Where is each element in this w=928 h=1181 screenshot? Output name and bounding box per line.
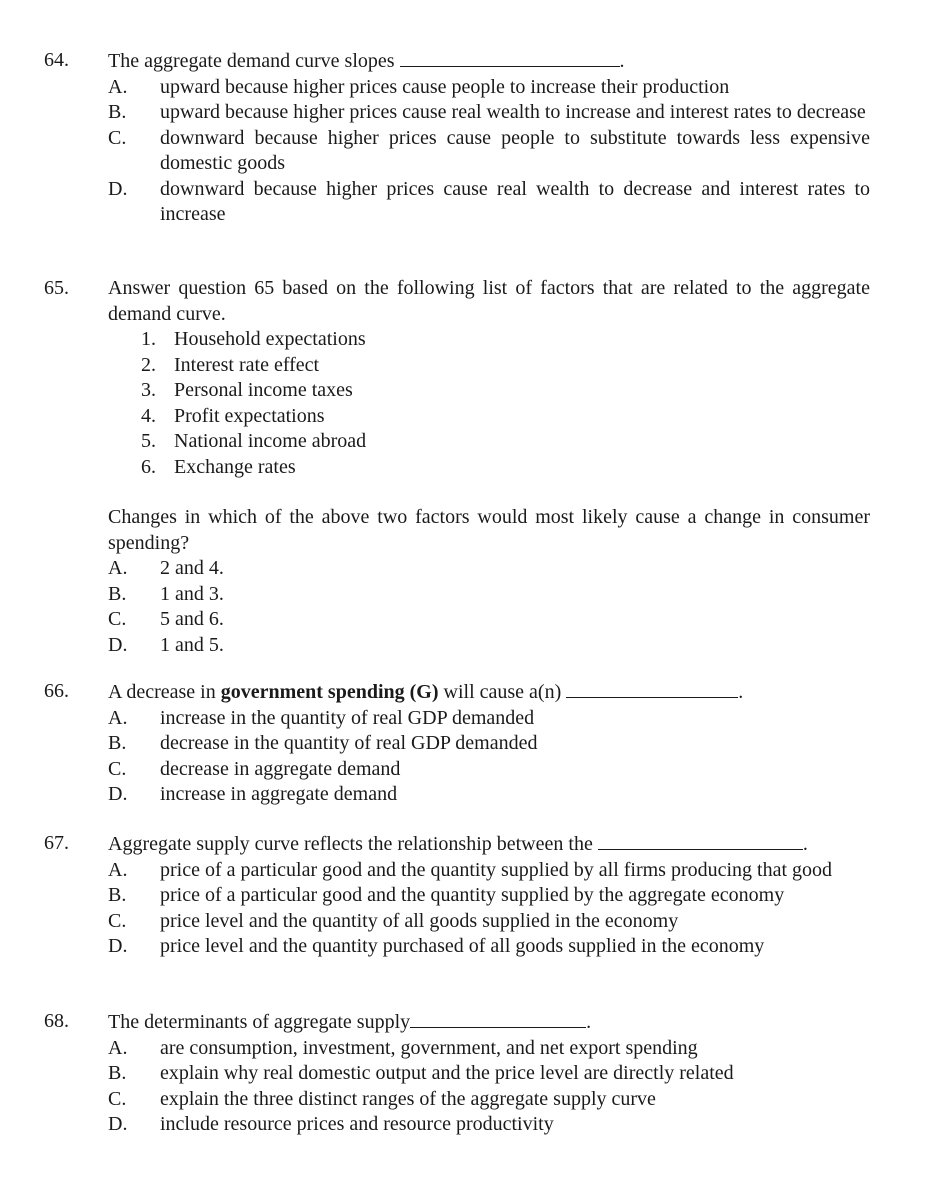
option-a [108, 75, 870, 101]
question-body [108, 276, 870, 658]
option-text: upward because higher prices cause people to increase their production [160, 75, 730, 98]
question-stem: Answer question 65 based on the following list of factors that are related to the aggregate demand curve. [108, 277, 870, 325]
option-b [108, 582, 870, 608]
stem-text: The determinants of aggregate supply [108, 1011, 411, 1033]
factor-number: 1. [141, 328, 156, 350]
option-letter: D. [108, 1113, 128, 1135]
option-letter: B. [108, 582, 127, 605]
stem-bold-text: government spending (G) [220, 681, 439, 703]
option-text: upward because higher prices cause real wealth to increase and interest rates to decrease [160, 101, 866, 123]
option-c [108, 909, 870, 935]
option-letter: C. [108, 909, 127, 932]
question-stem [108, 48, 870, 75]
factor-item [141, 378, 870, 404]
option-text: price level and the quantity of all goods supplied in the economy [160, 909, 679, 932]
question-body [108, 1009, 870, 1138]
factor-number: 2. [141, 353, 156, 376]
question-number: 64. [44, 49, 69, 71]
option-text: explain the three distinct ranges of the aggregate supply curve [160, 1087, 656, 1110]
option-text: price of a particular good and the quantity supplied by the aggregate economy [160, 884, 785, 906]
factor-item [141, 327, 870, 353]
option-letter: B. [108, 732, 127, 754]
option-letter: D. [108, 935, 128, 957]
option-text: 1 and 3. [160, 582, 224, 605]
option-a [108, 858, 870, 884]
option-letter: B. [108, 101, 127, 123]
option-text: increase in the quantity of real GDP demanded [160, 706, 535, 729]
option-text: explain why real domestic output and the price level are directly related [160, 1062, 734, 1084]
option-text: 5 and 6. [160, 608, 224, 630]
option-letter: C. [108, 608, 127, 630]
option-d [108, 934, 870, 960]
factor-item [141, 404, 870, 430]
option-d [108, 1112, 870, 1138]
factor-list [108, 327, 870, 480]
option-text: are consumption, investment, government, and net export spending [160, 1036, 698, 1059]
question-stem [108, 1009, 870, 1036]
option-a [108, 556, 870, 582]
option-c [108, 757, 870, 783]
spacer [108, 480, 870, 505]
option-text: 2 and 4. [160, 557, 224, 579]
option-text: downward because higher prices cause people to substitute towards less expensive domestic goods [160, 126, 870, 174]
factor-item [141, 429, 870, 455]
option-a [108, 706, 870, 732]
option-text: price of a particular good and the quantity supplied by all firms producing that good [160, 858, 833, 881]
option-letter: B. [108, 884, 127, 906]
option-c [108, 607, 870, 633]
option-text: decrease in aggregate demand [160, 757, 401, 780]
factor-number: 5. [141, 430, 156, 452]
option-a [108, 1036, 870, 1062]
answer-blank [598, 831, 803, 850]
question-body [108, 679, 870, 808]
answer-blank [410, 1009, 586, 1028]
question-stem [108, 679, 870, 706]
question-body [108, 48, 870, 228]
option-text: increase in aggregate demand [160, 783, 398, 805]
option-d [108, 782, 870, 808]
option-text: price level and the quantity purchased of all goods supplied in the economy [160, 935, 765, 957]
option-text: downward because higher prices cause real wealth to decrease and interest rates to increase [160, 177, 870, 225]
question-number: 67. [44, 832, 69, 854]
option-letter: D. [108, 633, 128, 656]
option-c [108, 1087, 870, 1113]
factor-text: National income abroad [174, 430, 367, 452]
option-letter: A. [108, 706, 128, 729]
question-number: 68. [44, 1010, 69, 1032]
factor-number: 4. [141, 404, 156, 427]
option-letter: A. [108, 858, 128, 881]
factor-text: Household expectations [174, 328, 366, 350]
factor-text: Profit expectations [174, 404, 325, 427]
option-d [108, 633, 870, 659]
option-letter: D. [108, 177, 128, 200]
factor-item [141, 455, 870, 481]
question-number: 65. [44, 277, 69, 299]
question-body [108, 831, 870, 960]
answer-blank [566, 679, 738, 698]
factor-number: 6. [141, 455, 156, 478]
option-letter: A. [108, 557, 128, 579]
option-letter: B. [108, 1062, 127, 1084]
option-letter: D. [108, 783, 128, 805]
option-letter: A. [108, 1036, 128, 1059]
question-stem-2: Changes in which of the above two factors would most likely cause a change in consumer spending? [108, 506, 870, 554]
option-letter: C. [108, 757, 127, 780]
option-letter: A. [108, 75, 128, 98]
option-letter: C. [108, 1087, 127, 1110]
factor-text: Personal income taxes [174, 379, 353, 401]
stem-text: A decrease in [108, 681, 221, 703]
option-b [108, 731, 870, 757]
option-d [108, 177, 870, 228]
option-b [108, 100, 870, 126]
option-text: 1 and 5. [160, 633, 224, 656]
factor-number: 3. [141, 379, 156, 401]
question-number: 66. [44, 680, 69, 702]
stem-text: The aggregate demand curve slopes [108, 50, 395, 72]
option-b [108, 1061, 870, 1087]
option-b [108, 883, 870, 909]
factor-text: Interest rate effect [174, 353, 320, 376]
option-letter: C. [108, 126, 127, 149]
stem-end: . [802, 833, 808, 855]
stem-end: . [586, 1011, 592, 1033]
stem-end: . [738, 681, 744, 703]
question-stem [108, 831, 870, 858]
answer-blank [400, 48, 620, 67]
option-text: decrease in the quantity of real GDP demanded [160, 732, 538, 754]
stem-end: . [619, 50, 625, 72]
stem-text-post: will cause a(n) [438, 681, 562, 703]
factor-text: Exchange rates [174, 455, 296, 478]
stem-text: Aggregate supply curve reflects the relationship between the [108, 833, 593, 855]
option-text: include resource prices and resource productivity [160, 1113, 554, 1135]
factor-item [141, 353, 870, 379]
option-c [108, 126, 870, 177]
